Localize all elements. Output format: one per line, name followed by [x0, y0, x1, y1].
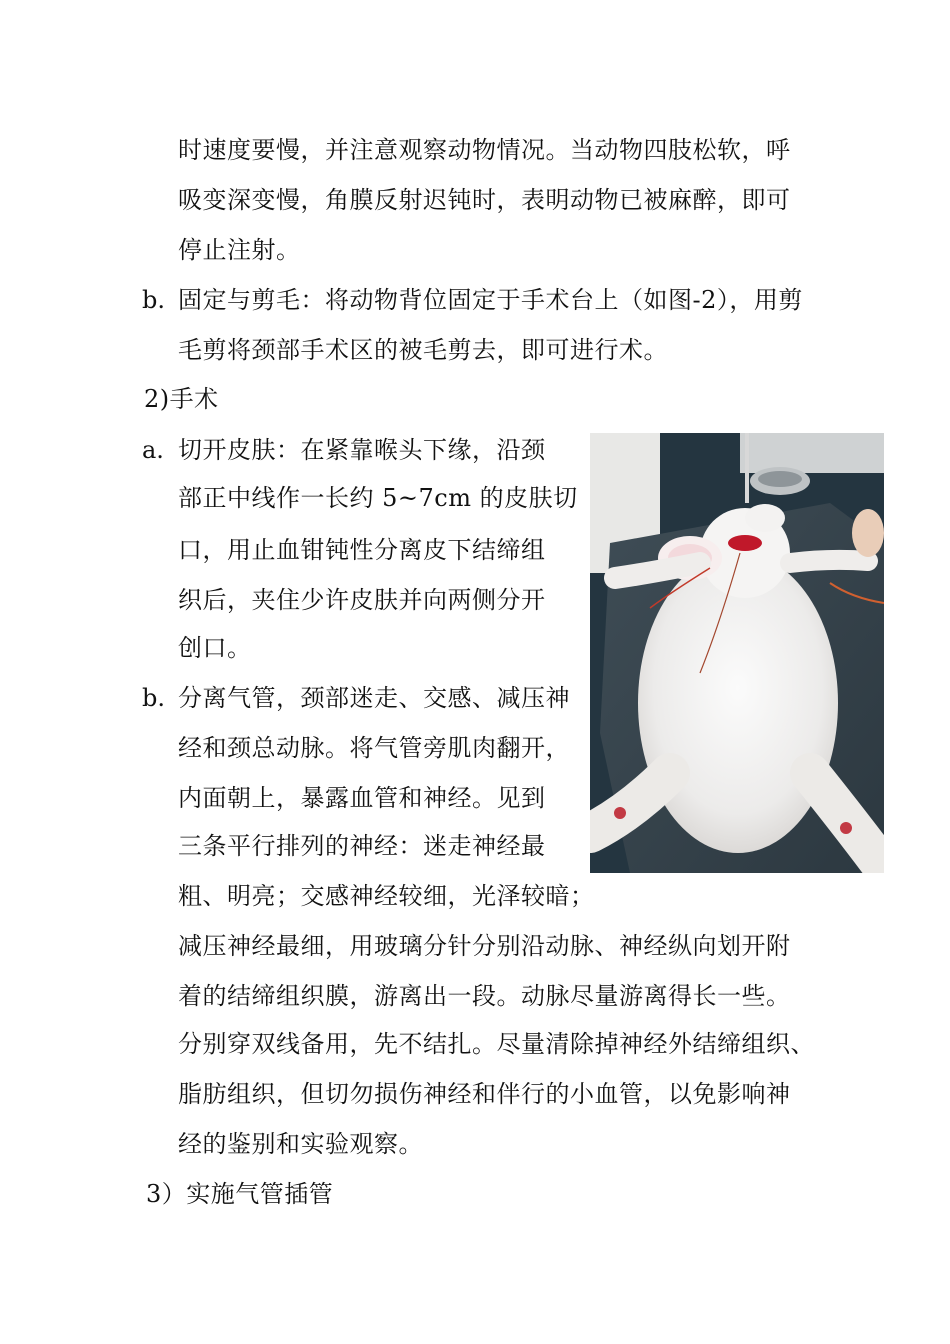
item-b-separate-line-3: 内面朝上，暴露血管和神经。见到 [178, 784, 546, 812]
item-a-incision-line-1: 切开皮肤：在紧靠喉头下缘，沿颈 [178, 436, 546, 464]
item-b-separate-line-4: 三条平行排列的神经：迷走神经最 [178, 832, 546, 860]
item-a-incision-line-4: 织后，夹住少许皮肤并向两侧分开 [178, 586, 546, 614]
equipment-shape [740, 433, 884, 473]
item-a-incision-line-3: 口，用止血钳钝性分离皮下结缔组 [178, 536, 546, 564]
item-a-incision-marker: a. [142, 436, 164, 464]
item-b-separate-line-7: 着的结缔组织膜，游离出一段。动脉尽量游离得长一些。 [178, 982, 791, 1010]
rabbit-front-leg-right [790, 560, 868, 563]
rabbit-head [745, 504, 785, 532]
neck-incision [728, 535, 762, 551]
rabbit-body [638, 553, 838, 853]
hand-shape [852, 509, 884, 557]
item-b-separate-marker: b. [142, 684, 165, 712]
iv-stand-icon [745, 433, 749, 503]
section-3-heading: 3）实施气管插管 [146, 1180, 334, 1208]
intro-line-2: 吸变深变慢，角膜反射迟钝时，表明动物已被麻醉，即可 [178, 186, 791, 214]
intro-line-1: 时速度要慢，并注意观察动物情况。当动物四肢松软，呼 [178, 136, 791, 164]
intro-line-3: 停止注射。 [178, 236, 301, 264]
item-b-separate-line-8: 分别穿双线备用，先不结扎。尽量清除掉神经外结缔组织、 [178, 1030, 815, 1058]
item-b-separate-line-1: 分离气管，颈部迷走、交感、减压神 [178, 684, 570, 712]
item-b-separate-line-9: 脂肪组织，但切勿损伤神经和伴行的小血管，以免影响神 [178, 1080, 791, 1108]
section-2-heading: 2)手术 [144, 385, 219, 413]
item-b-fix-marker: b. [142, 286, 165, 314]
item-b-fix-line-1: 固定与剪毛：将动物背位固定于手术台上（如图-2），用剪 [178, 286, 803, 314]
item-b-separate-line-6: 减压神经最细，用玻璃分针分别沿动脉、神经纵向划开附 [178, 932, 791, 960]
item-b-fix-line-2: 毛剪将颈部手术区的被毛剪去，即可进行术。 [178, 336, 668, 364]
rabbit-surgery-photo [590, 433, 884, 873]
item-a-incision-line-2: 部正中线作一长约 5~7cm 的皮肤切 [178, 484, 578, 512]
item-b-separate-line-10: 经的鉴别和实验观察。 [178, 1130, 423, 1158]
item-a-incision-line-5: 创口。 [178, 634, 252, 662]
item-b-separate-line-2: 经和颈总动脉。将气管旁肌肉翻开， [178, 734, 570, 762]
item-b-separate-line-5: 粗、明亮；交感神经较细，光泽较暗； [178, 882, 595, 910]
rabbit-front-leg-left [615, 563, 700, 578]
